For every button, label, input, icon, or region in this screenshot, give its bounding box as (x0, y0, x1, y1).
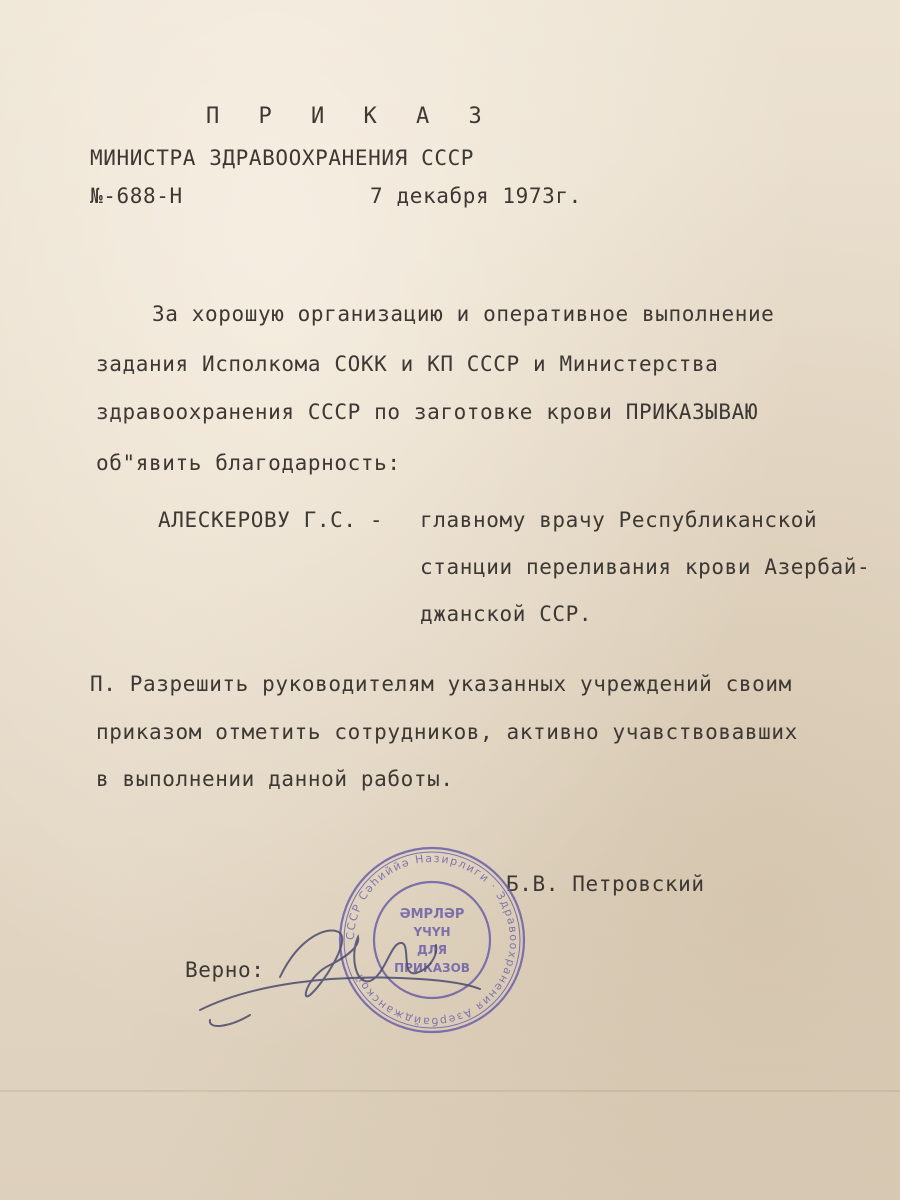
order-date: 7 декабря 1973г. (370, 184, 582, 208)
paragraph2-line: приказом отметить сотрудников, активно учавствовавших (96, 720, 798, 744)
awardee-name: АЛЕСКЕРОВУ Г.С. - (158, 508, 384, 532)
paper-fold (0, 1090, 900, 1092)
verno-label: Верно: (185, 958, 265, 982)
stamp-center-line: ҮЧҮН (413, 925, 451, 939)
paragraph1-line: об"явить благодарность: (96, 451, 401, 475)
awardee-position-line: станции переливания крови Азербай- (420, 555, 871, 579)
paragraph2-line: в выполнении данной работы. (96, 767, 454, 791)
order-subtitle: МИНИСТРА ЗДРАВООХРАНЕНИЯ СССР (90, 146, 475, 170)
order-title: П Р И К А З (206, 104, 495, 129)
stamp-center-line: ДЛЯ (417, 943, 447, 957)
stamp-ring-text: СССР Сәһиййә Назирлиги · Здравоохранения Азербайджанской (343, 851, 521, 1029)
awardee-position-line: джанской ССР. (420, 602, 593, 626)
paragraph2-line: П. Разрешить руководителям указанных учреждений своим (90, 672, 792, 696)
awardee-position-line: главному врачу Республиканской (420, 508, 818, 532)
stamp-center-line: ПРИКАЗОВ (394, 961, 470, 975)
paragraph1-line: задания Исполкома СОКК и КП СССР и Министерства (96, 352, 719, 376)
handwritten-signature (190, 915, 490, 1035)
order-number: №-688-Н (90, 184, 183, 208)
stamp-center-line: ӘМРЛӘР (399, 907, 465, 922)
paragraph1-line: здравоохранения СССР по заготовке крови ПРИКАЗЫВАЮ (96, 400, 759, 424)
signatory-name: Б.В. Петровский (506, 872, 705, 896)
paragraph1-line: За хорошую организацию и оперативное выполнение (152, 302, 775, 326)
